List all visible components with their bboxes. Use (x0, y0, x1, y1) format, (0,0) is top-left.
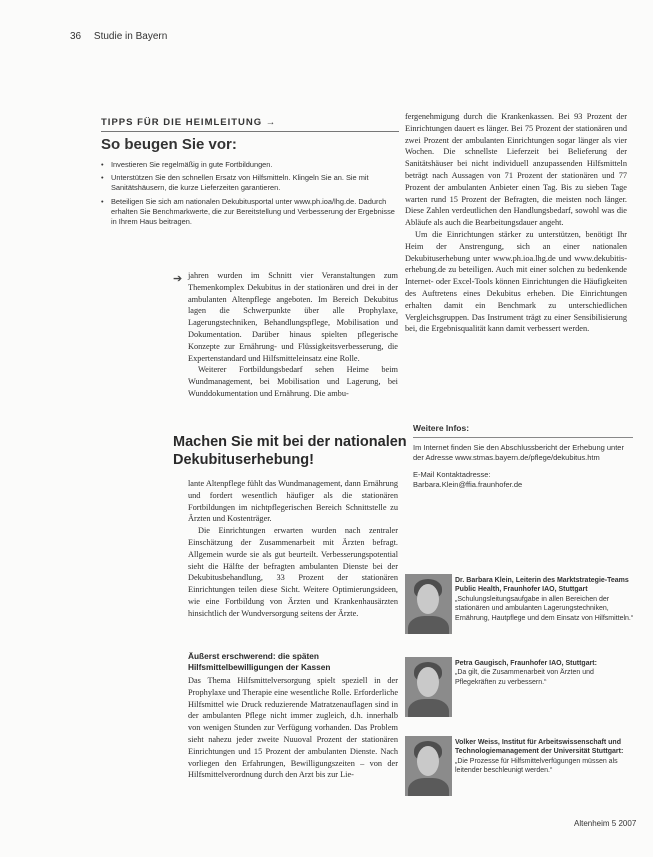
article-column-right (405, 111, 627, 335)
paragraph: lante Altenpflege fühlt das Wundmanagement, dann Ernährung und fordert wesentlich häufiger als die stationären Fortbildungen im nichtpflegerischen Bereich Schnittstelle zu Ärzten und Kostenträger. (188, 479, 398, 524)
profile-quote: „Die Prozesse für Hilfsmittelverfügungen müssen als leitender beschleunigt werden.“ (455, 757, 618, 775)
profile-name: Petra Gaugisch, (455, 660, 509, 667)
tips-list (101, 160, 401, 230)
article-column-middle-sub (188, 675, 398, 781)
paragraph: Die Einrichtungen erwarten wurden nach zentraler Einschätzung der Zusammenarbeit mit Ärzten befragt. Allgemein wurde sie als gut beurteilt. Verbesserungspotential sieht die Hälfte der befragten ambulanten Dienste bei der Dekubitusbehandlung, 33 Prozent der stationären Einrichtungen teilen diese Sicht. Weitere Optimierungsideen, wie eine Fortbildung von Ärzten und Krankenhausärzten hinsichtlich der Wundversorgung seitens der Ärzte. (188, 526, 398, 618)
paragraph: Um die Einrichtungen stärker zu unterstützen, benötigt Ihr Heim der Anstrengung, sich an einer nationalen Dekubituserhebung unter www.ph.ioa.lhg.de und www.dekubitis-erhebung.de zu beteiligen. Auch mit einer solchen zu bedenkende Internet- oder Excel-Tools können Einrichtungen die Häufigkeiten des Auftretens eines Dekubitus erheben. Die Einrichtungen erhalten damit ein Benchmark zu unterschiedlichen Vergleichsgruppen. Das Instrument trägt zu einer Sensibilisierung bei, die Ergebnisqualität kann damit verbessert werden. (405, 229, 627, 334)
profile-text (455, 738, 637, 776)
profile-text (455, 576, 637, 623)
article-column-middle-top (188, 270, 398, 400)
section-heading: Machen Sie mit bei der nationalen Dekubituserhebung! (173, 434, 407, 468)
email-address[interactable]: Barbara.Klein@ffia.fraunhofer.de (413, 480, 523, 489)
arrow-right-icon: ➔ (173, 273, 183, 285)
page-footer: Altenheim 5 2007 (574, 819, 637, 828)
portrait-photo (405, 736, 452, 796)
profile-name: Dr. Barbara Klein, (455, 577, 514, 584)
list-item: • Unterstützen Sie den schnellen Ersatz von Hilfsmitteln. Klingeln Sie an. Sie mit Sanitätshäusern, die kurze Lieferzeiten garantieren. (101, 173, 369, 193)
paragraph: jahren wurden im Schnitt vier Veranstaltungen zum Themenkomplex Dekubitus in der stationären und drei in der ambulanten Altenpflege angeboten. Im Bereich Dekubitus lagen die Schwerpunkte über alle Prophylaxe, Lagerungstechniken, Behandlungspflege, Mobilisation und Dokumentation. Darüber hinaus spielten pflegerische Konzepte zur Ernährung- und Flüssigkeitsverbesserung, die Expertenstandard und Hilfsmitteleinsatz eine Rolle. (188, 271, 398, 363)
article-column-middle-bottom (188, 478, 398, 620)
tips-title: So beugen Sie vor: (101, 136, 237, 153)
profile-volker-weiss (405, 736, 637, 806)
tips-label: TIPPS FÜR DIE HEIMLEITUNG → (101, 117, 277, 128)
profile-text (455, 659, 637, 687)
paragraph: Weiterer Fortbildungsbedarf sehen Heime beim Wundmanagement, bei Mobilisation und Lagerung, bei Wunddokumentation und Ernährung. Die ambu- (188, 365, 398, 398)
section-title: Studie in Bayern (93, 31, 168, 42)
info-heading: Weitere Infos: (413, 423, 470, 433)
profile-desc: Fraunhofer IAO, Stuttgart: (510, 660, 597, 667)
subheading: Äußerst erschwerend: die späten Hilfsmittelbewilligungen der Kassen (188, 651, 331, 672)
portrait-photo (405, 574, 452, 634)
info-text: Im Internet finden Sie den Abschlussbericht der Erhebung unter der Adresse www.stmas.bayern.de/pflege/dekubitus.htm (413, 442, 624, 462)
profile-quote: „Schulungsleitungsaufgabe in allen Bereichen der stationären und ambulanten Lagerungstechniken, Ernährung, Hautpflege und dem Einsatz von Hilfsmitteln.“ (455, 595, 634, 622)
profile-desc: Leiterin des Marktstrategie-Teams Public Health, Fraunhofer IAO, Stuttgart (455, 577, 629, 594)
info-divider (413, 437, 633, 438)
info-box (413, 423, 633, 491)
profile-quote: „Da gilt, die Zusammenarbeit von Ärzten und Pflegekräften zu verbessern.“ (455, 669, 594, 686)
list-item: • Beteiligen Sie sich am nationalen Dekubitusportal unter www.ph.ioa/lhg.de. Dadurch erhalten Sie Benchmarkwerte, die zur Bereitstellung und Verbesserung der Ergebnisse in Ihrem Haus beitragen. (101, 196, 395, 227)
profile-petra-gaugisch (405, 657, 637, 727)
profile-desc: Institut für Arbeitswissenschaft und Technologiemanagement der Universität Stuttgart: (455, 739, 624, 756)
list-item: • Investieren Sie regelmäßig in gute Fortbildungen. (101, 160, 273, 169)
profile-name: Volker Weiss, (455, 739, 500, 746)
tips-divider (101, 131, 399, 132)
running-header (70, 31, 167, 42)
email-label: E-Mail Kontaktadresse: (413, 469, 491, 479)
page-number: 36 (70, 31, 82, 42)
portrait-photo (405, 657, 452, 717)
paragraph: Das Thema Hilfsmittelversorgung spielt speziell in der Prophylaxe und Therapie eine wesentliche Rolle. Erforderliche Hilfsmittel wie Druck reduzierende Matratzenauflagen sind in der ambulanten Pflege nicht immer zugleich, d.h. innerhalb von wenigen Stunden zur Verfügung vorhanden. Das Problem sieht nahezu jeder zweite Nuuoval Prozent der stationären Einrichtungen und 15 Prozent der ambulanten Dienste. Nach vorliegen den Erfahrungen, Bewilligungszeiten – von der Hilfsmittelverordnung durch den Arzt bis zur Lie- (188, 676, 398, 780)
profile-barbara-klein (405, 574, 637, 646)
paragraph: fergenehmigung durch die Krankenkassen. Bei 93 Prozent der Einrichtungen dauert es länger. Bei 75 Prozent der stationären und zwei Prozent der ambulanten Einrichtungen sogar länger als vier Wochen. Die schnellste Lieferzeit bei Belieferung der Sanitätshäuser bei nicht individuell anzupassenden Hilfsmitteln beträgt nach Aussagen von 71 Prozent der stationären und 77 Prozent der ambulanten Anbieter einen Tag. Bis zu sieben Tage warten rund 15 Prozent der Befragten, die meisten noch länger. Diese Zahlen verdeutlichen den Handlungsbedarf, sowohl was die Abläufe als auch die Bearbeitungsdauer angeht. (405, 112, 627, 228)
